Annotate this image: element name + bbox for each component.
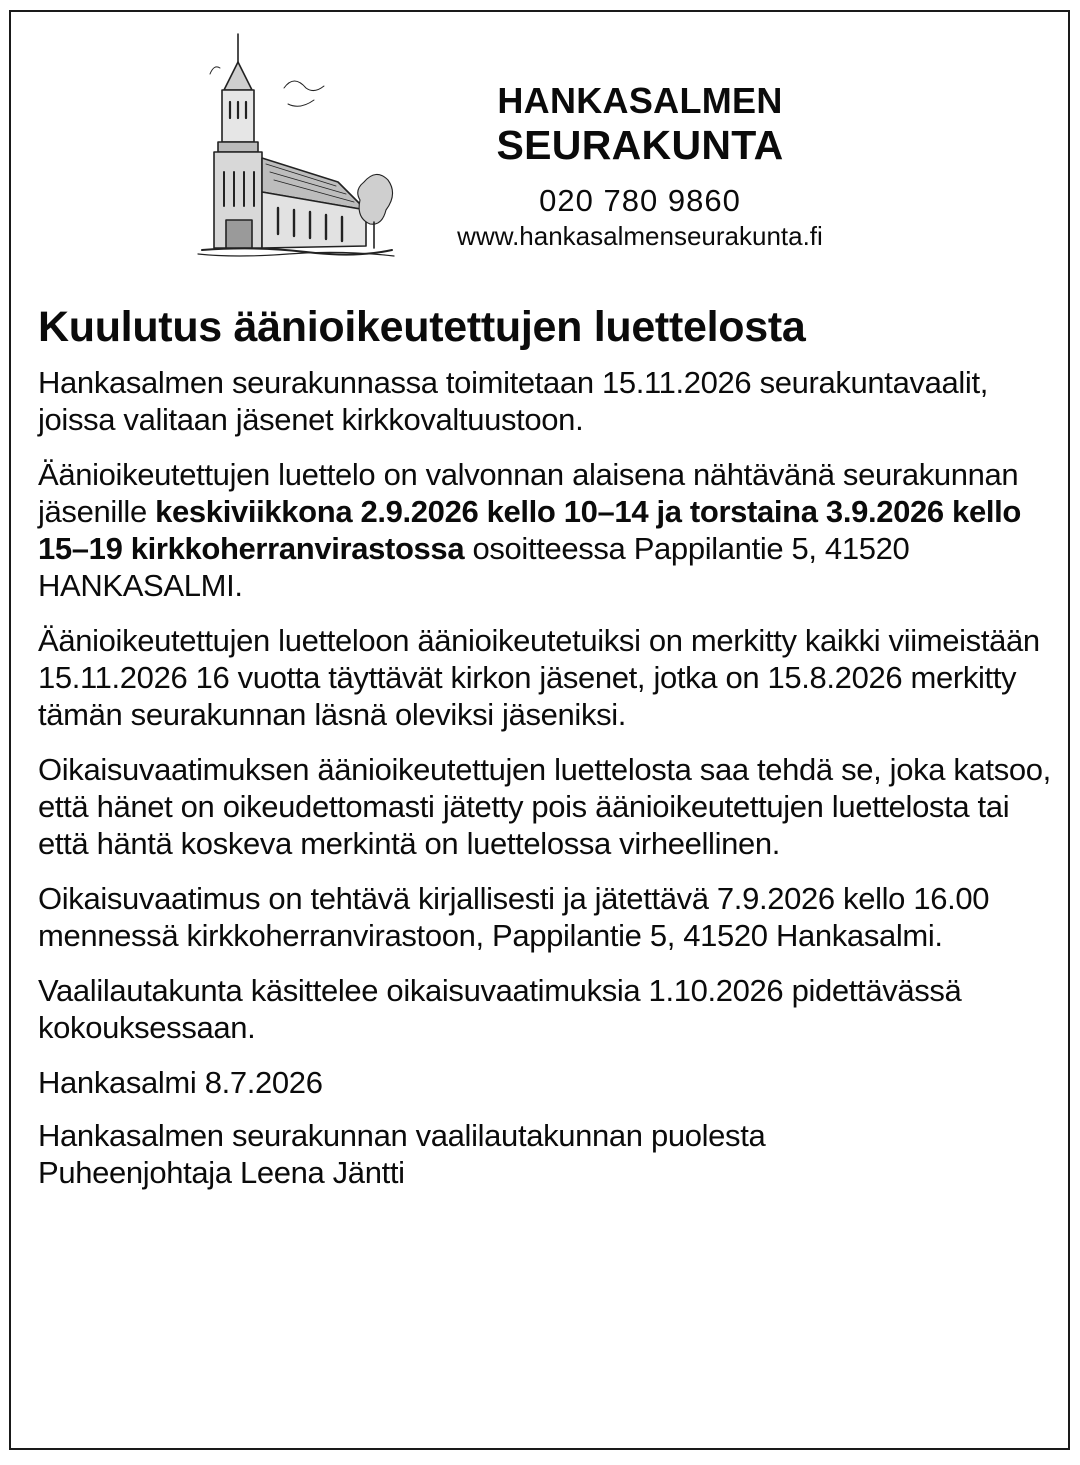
paragraph-eligibility: Äänioikeutettujen luetteloon äänioikeutetuiksi on merkitty kaikki viimeistään 15.11.2026 16 vuotta täyttävät kirkon jäsenet, jotka on 15.8.2026 merkitty tämän seurakunnan läsnä oleviksi jäseniksi. xyxy=(38,623,1040,732)
notice-body xyxy=(38,298,1053,1191)
organization-header xyxy=(400,80,880,252)
org-name-line1: HANKASALMEN xyxy=(497,80,783,121)
paragraph-claim-right: Oikaisuvaatimuksen äänioikeutettujen luettelosta saa tehdä se, joka katsoo, että hänet on oikeudettomasti jätetty pois äänioikeutettujen luettelosta tai että häntä koskeva merkintä on luettelossa virheellinen. xyxy=(38,752,1051,861)
paragraph-election-date: Hankasalmen seurakunnassa toimitetaan 15.11.2026 seurakuntavaalit, joissa valitaan jäsenet kirkkovaltuustoon. xyxy=(38,365,988,437)
viewing-intro-text: Äänioikeutettujen luettelo on valvonnan alaisena nähtävänä seurakunnan jäsenille xyxy=(38,457,1019,529)
paragraph-claim-deadline: Oikaisuvaatimus on tehtävä kirjallisesti ja jätettävä 7.9.2026 kello 16.00 mennessä kirkkoherranvirastoon, Pappilantie 5, 41520 Hankasalmi. xyxy=(38,881,990,953)
viewing-address-text: osoitteessa Pappilantie 5, 41520 HANKASALMI. xyxy=(38,531,910,603)
place-and-date: Hankasalmi 8.7.2026 xyxy=(38,1065,323,1100)
church-drawing-icon xyxy=(196,32,396,258)
signature-name: Puheenjohtaja Leena Jäntti xyxy=(38,1155,405,1190)
org-name-line2: SEURAKUNTA xyxy=(496,122,784,168)
notice-title: Kuulutus äänioikeutettujen luettelosta xyxy=(38,303,806,351)
paragraph-board-meeting: Vaalilautakunta käsittelee oikaisuvaatimuksia 1.10.2026 pidettävässä kokouksessaan. xyxy=(38,973,962,1045)
paragraph-list-viewing xyxy=(38,456,1053,604)
viewing-times-text: keskiviikkona 2.9.2026 kello 10–14 ja torstaina 3.9.2026 kello 15–19 kirkkoherranvirastossa xyxy=(38,494,1021,566)
signature-organization: Hankasalmen seurakunnan vaalilautakunnan puolesta xyxy=(38,1118,766,1153)
org-website: www.hankasalmenseurakunta.fi xyxy=(457,221,823,251)
org-phone: 020 780 9860 xyxy=(539,183,741,218)
